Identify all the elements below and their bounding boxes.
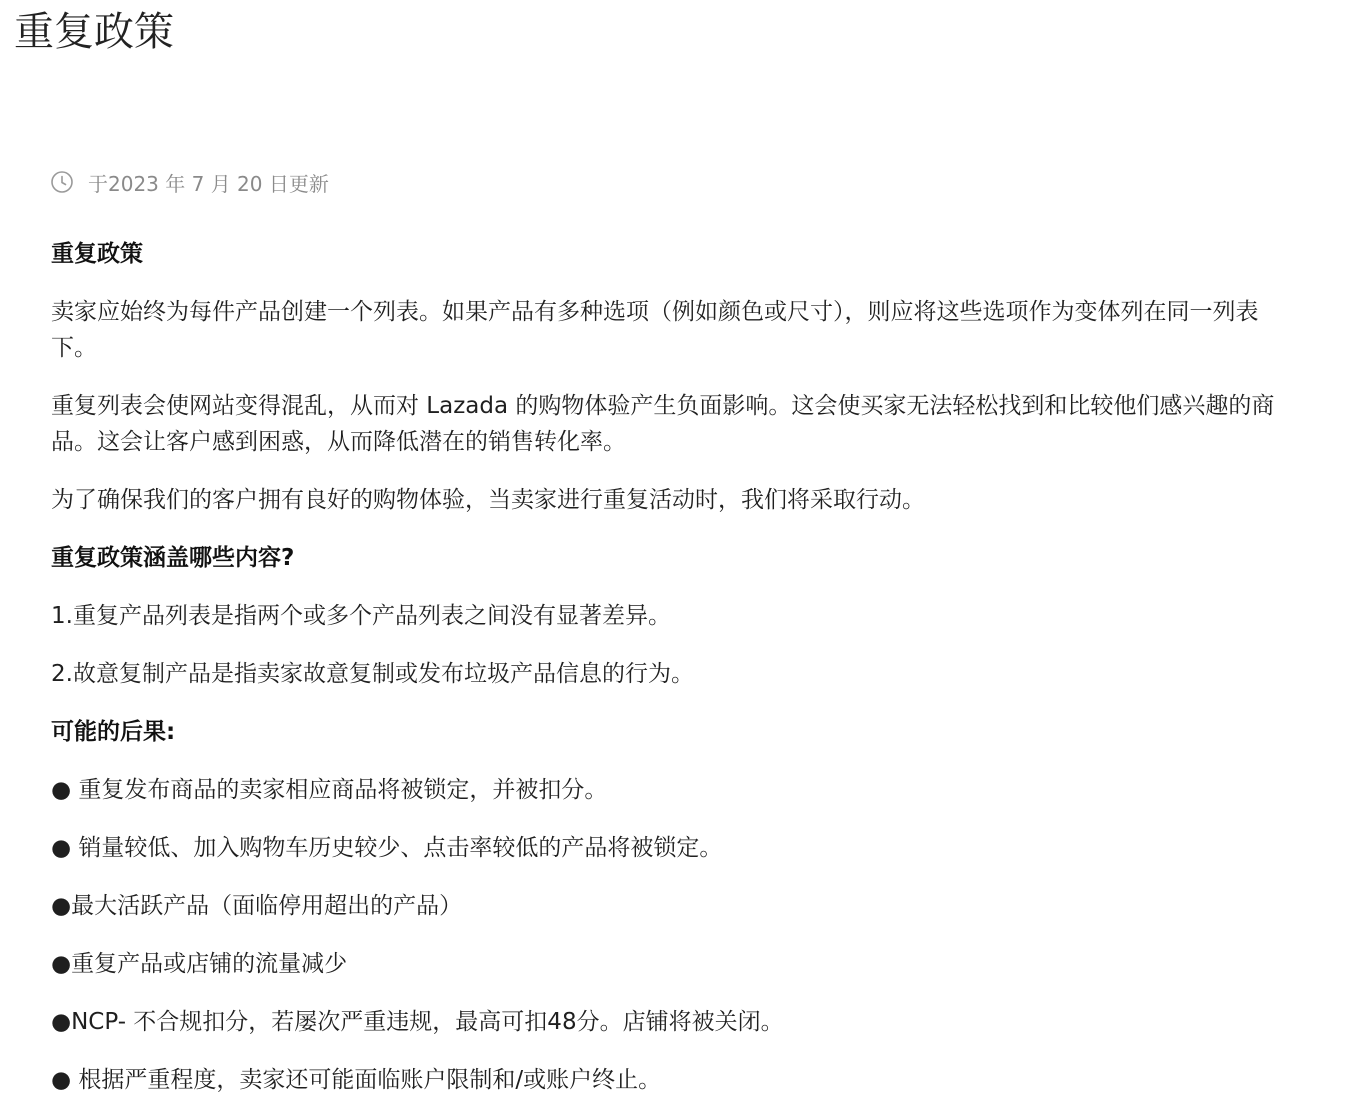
updated-date-text: 于2023 年 7 月 20 日更新	[88, 171, 329, 196]
coverage-item: 2.故意复制产品是指卖家故意复制或发布垃圾产品信息的行为。	[51, 661, 694, 687]
section-heading: 重复政策	[51, 241, 143, 267]
article-paragraph: 重复列表会使网站变得混乱，从而对 Lazada 的购物体验产生负面影响。这会使买家无法轻松找到和比较他们感兴趣的商品。这会让客户感到困惑，从而降低潜在的销售转化率。	[51, 393, 1275, 455]
consequences-heading: 可能的后果:	[51, 719, 176, 745]
article-body	[51, 236, 1291, 1120]
consequence-item: ●最大活跃产品（面临停用超出的产品）	[51, 893, 463, 919]
article-paragraph: 为了确保我们的客户拥有良好的购物体验，当卖家进行重复活动时，我们将采取行动。	[51, 487, 925, 513]
coverage-item: 1.重复产品列表是指两个或多个产品列表之间没有显著差异。	[51, 603, 671, 629]
consequence-item: ●NCP- 不合规扣分，若屡次严重违规，最高可扣48分。店铺将被关闭。	[51, 1009, 784, 1035]
updated-info	[50, 168, 329, 196]
consequence-item: ●重复产品或店铺的流量减少	[51, 951, 348, 977]
article-paragraph: 卖家应始终为每件产品创建一个列表。如果产品有多种选项（例如颜色或尺寸），则应将这些选项作为变体列在同一列表下。	[51, 299, 1259, 361]
coverage-heading: 重复政策涵盖哪些内容?	[51, 545, 295, 571]
consequence-item: ● 重复发布商品的卖家相应商品将被锁定，并被扣分。	[51, 777, 608, 803]
clock-icon	[50, 170, 74, 194]
consequence-item: ● 销量较低、加入购物车历史较少、点击率较低的产品将被锁定。	[51, 835, 723, 861]
consequence-item: ● 根据严重程度，卖家还可能面临账户限制和/或账户终止。	[51, 1067, 662, 1093]
page-title: 重复政策	[14, 9, 174, 55]
